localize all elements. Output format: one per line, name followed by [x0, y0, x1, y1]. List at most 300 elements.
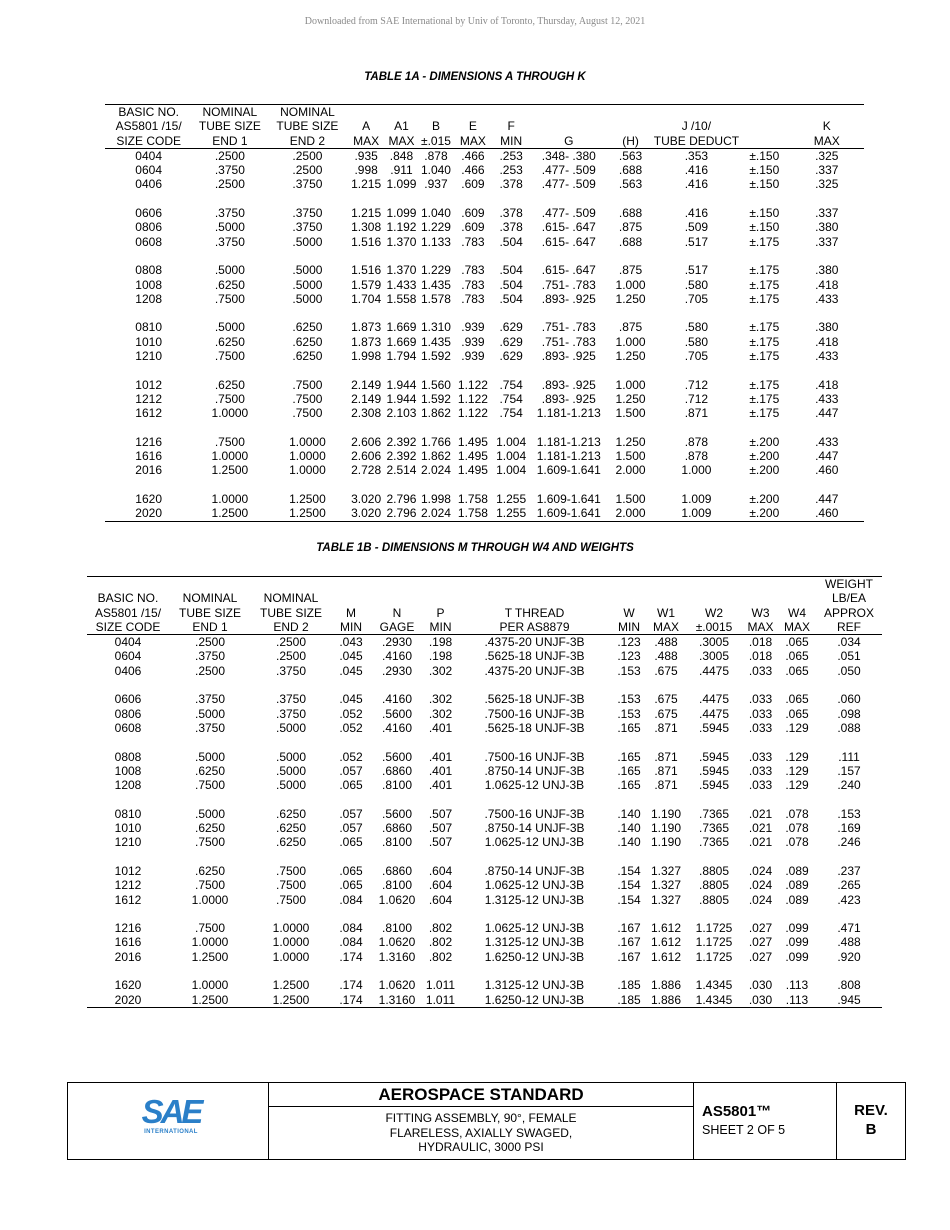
column-header: BASIC NO.	[105, 105, 192, 120]
table-cell: .033	[748, 778, 773, 793]
table-cell: .198	[428, 649, 453, 664]
table-cell: 2016	[135, 463, 162, 478]
table-cell: .3750	[214, 163, 245, 178]
table-cell: .7500	[292, 377, 323, 392]
table-cell: .939	[461, 334, 485, 349]
table-cell: .113	[785, 978, 809, 993]
table-cell: .6250	[275, 835, 307, 850]
table-cell: .751- .783	[541, 320, 596, 335]
table-cell: .433	[815, 391, 839, 406]
column-header: BASIC NO.	[97, 591, 159, 606]
column-header: MIN	[611, 620, 647, 635]
table-cell: ±.175	[749, 277, 780, 292]
column-header	[739, 134, 789, 149]
table-cell: 1.560	[420, 377, 451, 392]
table-row	[105, 148, 864, 163]
table-cell: .065	[785, 649, 809, 664]
column-header	[169, 577, 251, 592]
column-header: ±.015	[418, 134, 454, 149]
table-row	[105, 278, 864, 292]
table-cell: .7500	[275, 878, 307, 893]
table-cell: 1.3160	[378, 949, 416, 964]
table-cell: 1.3125-12 UNJ-3B	[484, 935, 585, 950]
table-cell: .3750	[194, 649, 226, 664]
table-cell: .5000	[275, 778, 307, 793]
table-cell: 1.435	[420, 334, 451, 349]
table-cell: .447	[815, 492, 839, 507]
table-row	[105, 263, 864, 277]
table-cell: .4475	[698, 692, 730, 707]
table-cell: .878	[684, 449, 709, 464]
table-cell: 2016	[114, 949, 142, 964]
table-cell: 1.0620	[378, 978, 416, 993]
table-cell: 1.0000	[289, 449, 326, 464]
table-cell: 1.495	[457, 449, 488, 464]
table-cell: .939	[461, 320, 485, 335]
group-spacer	[105, 478, 864, 492]
table-cell: .878	[684, 434, 709, 449]
table-cell: .057	[339, 763, 363, 778]
table-cell: .6250	[194, 763, 226, 778]
table-cell: 1616	[114, 935, 142, 950]
table-cell: .033	[748, 763, 773, 778]
table-cell: 1.011	[423, 993, 458, 1008]
table-cell: .504	[499, 291, 523, 306]
table-cell: .027	[748, 935, 773, 950]
table-cell: .033	[748, 663, 773, 678]
table-cell: .4375-20 UNJF-3B	[484, 635, 585, 650]
column-header	[492, 105, 530, 120]
table-cell: ±.175	[749, 377, 780, 392]
table-cell: .265	[837, 878, 861, 893]
column-header	[331, 577, 371, 592]
table-cell: .302	[428, 663, 453, 678]
table-cell: 1.004	[496, 449, 527, 464]
table-cell: .688	[618, 206, 643, 221]
column-header	[685, 591, 743, 605]
table-cell: 1.2500	[169, 993, 251, 1008]
table-cell: 1208	[135, 291, 162, 306]
table-cell: .157	[837, 763, 861, 778]
table-cell: 1.370	[386, 263, 417, 278]
table-cell: .325	[815, 177, 839, 192]
table-cell: .418	[815, 277, 839, 292]
table-cell: 1.0620	[378, 935, 416, 950]
table-cell: .871	[654, 778, 678, 793]
column-header	[251, 577, 331, 592]
table-cell: 1.609-1.641	[530, 506, 607, 521]
table-cell: ±.200	[749, 492, 780, 507]
table-cell: .507	[428, 835, 453, 850]
table-cell: ±.175	[749, 263, 780, 278]
table-cell: .2500	[194, 663, 226, 678]
table-cell: 1008	[135, 277, 162, 292]
table-cell: .712	[684, 377, 709, 392]
column-header: MAX	[778, 620, 816, 635]
table-cell: .3750	[194, 692, 226, 707]
table-cell: .937	[424, 177, 448, 192]
table-cell: .5000	[194, 806, 226, 821]
table-cell: .7500	[214, 349, 245, 364]
table-cell: .7500	[292, 406, 323, 421]
table-row	[87, 921, 882, 935]
table-cell: .2500	[292, 148, 323, 163]
table-cell: .2500	[275, 649, 307, 664]
column-header	[418, 105, 454, 120]
table-cell: .504	[499, 263, 523, 278]
table-cell: .237	[837, 863, 861, 878]
table-cell: .488	[654, 649, 678, 664]
table-cell: .052	[339, 706, 363, 721]
table-cell: .113	[778, 993, 816, 1008]
column-header	[647, 577, 685, 592]
column-header: J /10/	[681, 119, 712, 134]
table-cell: .030	[743, 993, 778, 1008]
table-cell: .8750-14 UNJF-3B	[484, 863, 585, 878]
table-cell: .380	[815, 320, 839, 335]
table-cell: 1.011	[425, 978, 456, 993]
table-cell: 0608	[135, 234, 162, 249]
table-cell: 1612	[114, 892, 142, 907]
table-cell: .185	[617, 978, 641, 993]
table-cell: .563	[618, 177, 643, 192]
table-cell: 2.103	[386, 406, 417, 421]
table-cell: .052	[339, 749, 363, 764]
table-cell: .5945	[698, 720, 730, 735]
table-cell: .705	[684, 291, 709, 306]
table-cell: 1.0000	[272, 949, 310, 964]
table-cell: ±.150	[749, 206, 780, 221]
table-cell: .140	[617, 835, 641, 850]
table-cell: .878	[424, 148, 448, 163]
table-cell: .7500	[194, 778, 226, 793]
description-cell	[269, 1083, 694, 1159]
header-row	[87, 591, 882, 605]
table-cell: .751- .783	[541, 334, 596, 349]
table-cell: .5000	[292, 263, 323, 278]
column-header: SIZE CODE	[105, 134, 192, 149]
table-cell: .089	[785, 863, 809, 878]
column-header: G	[530, 134, 607, 149]
table-cell: 2020	[87, 993, 169, 1008]
table-cell: ±.175	[749, 349, 780, 364]
table-cell: ±.175	[749, 406, 780, 421]
table-cell: .153	[617, 692, 641, 707]
table-cell: .174	[331, 993, 371, 1008]
table-cell: .433	[815, 349, 839, 364]
table-cell: 1.250	[615, 349, 646, 364]
table-cell: 1.592	[420, 391, 451, 406]
table-cell: 1.0000	[191, 892, 229, 907]
table-cell: 2.024	[420, 463, 451, 478]
table-cell: .7365	[698, 806, 730, 821]
table-cell: .337	[815, 163, 839, 178]
column-header: NOMINAL	[263, 591, 319, 606]
table-cell: .471	[837, 921, 861, 936]
table-cell: .629	[499, 349, 523, 364]
table-cell: .169	[837, 821, 861, 836]
table-cell: .6860	[381, 863, 413, 878]
table-cell: .939	[461, 349, 485, 364]
table-cell: .2500	[214, 177, 245, 192]
table-cell: .167	[617, 935, 641, 950]
table-row	[105, 392, 864, 406]
table-1b-caption: TABLE 1B - DIMENSIONS M THROUGH W4 AND WEIGHTS	[316, 542, 634, 554]
table-cell: ±.200	[749, 449, 780, 464]
column-header	[385, 105, 418, 120]
table-cell: .504	[499, 277, 523, 292]
column-header: WEIGHT	[816, 577, 882, 592]
table-cell: 1.500	[615, 406, 646, 421]
table-cell: .893- .925	[541, 391, 596, 406]
document-number-cell	[694, 1083, 837, 1159]
table-cell: 1.0000	[211, 449, 249, 464]
table-cell: .123	[617, 649, 641, 664]
table-cell: .024	[748, 892, 773, 907]
column-header: END 1	[169, 620, 251, 635]
table-cell: .609	[461, 177, 485, 192]
table-cell: 2.149	[351, 391, 382, 406]
table-cell: 1012	[135, 377, 162, 392]
table-cell: .423	[837, 892, 861, 907]
table-cell: .129	[785, 720, 809, 735]
table-cell: ±.175	[749, 334, 780, 349]
table-cell: .615- .647	[541, 220, 596, 235]
table-cell: .027	[748, 949, 773, 964]
table-cell: .021	[748, 806, 773, 821]
table-cell: 1.190	[650, 806, 682, 821]
table-cell: .033	[748, 720, 773, 735]
sae-logo-subtext: INTERNATIONAL	[144, 1129, 198, 1135]
table-cell: .488	[837, 935, 861, 950]
table-cell: .712	[684, 391, 709, 406]
table-cell: .153	[837, 806, 861, 821]
table-cell: .165	[617, 749, 641, 764]
column-header: LB/EA	[831, 591, 867, 606]
table-cell: 1.215	[351, 206, 382, 221]
table-cell: .6860	[381, 821, 413, 836]
table-cell: .099	[785, 935, 809, 950]
table-cell: 1.133	[420, 234, 451, 249]
table-cell: ±.150	[749, 148, 780, 163]
table-cell: .018	[748, 649, 773, 664]
table-cell: .325	[815, 148, 839, 163]
table-cell: .2930	[381, 663, 413, 678]
table-cell: .418	[815, 334, 839, 349]
table-cell: .165	[617, 763, 641, 778]
table-row	[87, 807, 882, 821]
column-header	[607, 105, 653, 120]
table-cell: .416	[684, 177, 709, 192]
table-cell: .875	[618, 320, 643, 335]
table-cell: 1.944	[386, 377, 417, 392]
table-cell: 1.215	[351, 177, 382, 192]
table-cell: .8805	[698, 892, 730, 907]
group-spacer	[87, 907, 882, 921]
column-header: NOMINAL	[267, 105, 347, 120]
table-cell: 1.2500	[251, 993, 331, 1008]
table-cell: .154	[617, 878, 641, 893]
group-spacer	[105, 363, 864, 377]
column-header: A1	[394, 119, 409, 134]
table-cell: .675	[654, 706, 678, 721]
table-cell: .8805	[698, 878, 730, 893]
table-row	[87, 950, 882, 964]
table-cell: .378	[499, 206, 523, 221]
table-row	[105, 463, 864, 477]
table-cell: 1212	[135, 391, 162, 406]
table-cell: 1.229	[420, 220, 451, 235]
column-header	[647, 591, 685, 605]
table-cell: 1208	[114, 778, 142, 793]
table-cell: .802	[428, 921, 453, 936]
table-cell: 1.592	[420, 349, 451, 364]
table-cell: 1.669	[386, 320, 417, 335]
table-cell: .065	[785, 635, 809, 650]
column-header: TUBE SIZE	[259, 605, 322, 620]
table-cell: .477- .509	[541, 163, 596, 178]
table-cell: 1.0000	[289, 434, 326, 449]
table-cell: .174	[339, 949, 363, 964]
table-cell: .5000	[292, 234, 323, 249]
table-cell: .8750-14 UNJF-3B	[484, 763, 585, 778]
table-cell: .871	[654, 749, 678, 764]
table-cell: 1.0625-12 UNJ-3B	[484, 921, 585, 936]
table-cell: 0404	[135, 148, 162, 163]
table-cell: .033	[748, 706, 773, 721]
table-cell: 1.255	[496, 492, 527, 507]
table-cell: .783	[461, 263, 485, 278]
column-header: APPROX	[823, 605, 874, 620]
table-cell: .433	[815, 434, 839, 449]
table-cell: .045	[339, 649, 363, 664]
table-cell: 1.612	[650, 935, 682, 950]
table-cell: 1.009	[681, 492, 712, 507]
column-header: P	[436, 605, 445, 620]
table-cell: 1.558	[386, 291, 417, 306]
table-cell: .6250	[214, 334, 245, 349]
sheet-number: SHEET 2 OF 5	[702, 1123, 786, 1137]
table-cell: .7500-16 UNJF-3B	[484, 806, 585, 821]
table-cell: .615- .647	[541, 234, 596, 249]
table-cell: .3750	[292, 220, 323, 235]
column-header	[654, 105, 739, 120]
table-cell: 1.0000	[211, 406, 249, 421]
table-row	[105, 435, 864, 449]
table-cell: 1.000	[615, 377, 646, 392]
table-cell: .378	[499, 220, 523, 235]
table-cell: .7500-16 UNJF-3B	[484, 749, 585, 764]
column-header	[611, 577, 647, 592]
table-cell: .507	[428, 821, 453, 836]
table-cell: .057	[339, 806, 363, 821]
table-cell: .337	[815, 206, 839, 221]
table-cell: 1.758	[454, 506, 492, 521]
table-cell: 1.578	[420, 291, 451, 306]
table-cell: .5000	[275, 749, 307, 764]
table-cell: 1.998	[351, 349, 382, 364]
table-cell: 1.500	[615, 449, 646, 464]
table-cell: .065	[785, 663, 809, 678]
table-cell: .027	[748, 921, 773, 936]
table-cell: 0606	[114, 692, 142, 707]
group-spacer	[87, 964, 882, 978]
table-cell: .5625-18 UNJF-3B	[484, 649, 585, 664]
table-cell: .078	[785, 821, 809, 836]
table-cell: .198	[428, 635, 453, 650]
table-cell: .6250	[275, 821, 307, 836]
table-cell: 1.0625-12 UNJ-3B	[484, 778, 585, 793]
table-cell: 1.766	[420, 434, 451, 449]
table-cell: ±.175	[749, 234, 780, 249]
revision-value: B	[865, 1121, 877, 1138]
table-cell: .3750	[292, 177, 323, 192]
table-cell: .401	[428, 778, 453, 793]
table-cell: .7500	[194, 835, 226, 850]
table-cell: .111	[838, 749, 860, 764]
document-number: AS5801™	[702, 1103, 772, 1120]
table-cell: .604	[428, 863, 453, 878]
table-cell: 1216	[135, 434, 162, 449]
table-cell: .871	[654, 720, 678, 735]
table-cell: .466	[461, 163, 485, 178]
table-cell: .460	[790, 506, 864, 521]
column-header	[371, 577, 423, 592]
table-cell: .871	[654, 763, 678, 778]
table-cell: .154	[617, 863, 641, 878]
group-spacer	[105, 249, 864, 263]
table-cell: .5000	[214, 220, 245, 235]
table-cell: ±.200	[749, 463, 780, 478]
table-cell: .629	[499, 320, 523, 335]
table-cell: .302	[428, 692, 453, 707]
table-row	[105, 320, 864, 334]
table-cell: .460	[815, 463, 839, 478]
table-cell: 1012	[114, 863, 142, 878]
table-cell: .5000	[292, 291, 323, 306]
table-cell: 1.0625-12 UNJ-3B	[484, 835, 585, 850]
column-header: F	[507, 119, 515, 134]
table-cell: 1.612	[650, 949, 682, 964]
group-spacer	[105, 306, 864, 320]
table-cell: 1.704	[351, 291, 382, 306]
table-cell: .7500	[214, 434, 245, 449]
table-cell: .045	[339, 663, 363, 678]
table-cell: 1.669	[386, 334, 417, 349]
table-cell: .4160	[381, 649, 413, 664]
table-cell: .3750	[275, 692, 307, 707]
table-cell: 1.758	[457, 492, 488, 507]
table-cell: 2.514	[386, 463, 417, 478]
table-cell: .051	[837, 649, 861, 664]
table-cell: .893- .925	[541, 377, 596, 392]
table-cell: .754	[499, 406, 523, 421]
column-header: MAX	[790, 134, 864, 149]
table-cell: .8100	[381, 878, 413, 893]
column-header	[611, 591, 647, 605]
table-cell: 1210	[135, 349, 162, 364]
table-cell: .5625-18 UNJF-3B	[484, 720, 585, 735]
table-cell: 1210	[114, 835, 142, 850]
column-header: W	[623, 605, 635, 620]
table-cell: .7500	[275, 892, 307, 907]
table-cell: .401	[428, 749, 453, 764]
table-cell: .050	[837, 663, 861, 678]
header-row	[105, 105, 864, 120]
table-cell: .034	[837, 635, 861, 650]
table-cell: .084	[339, 935, 363, 950]
table-cell: 1.873	[351, 320, 382, 335]
